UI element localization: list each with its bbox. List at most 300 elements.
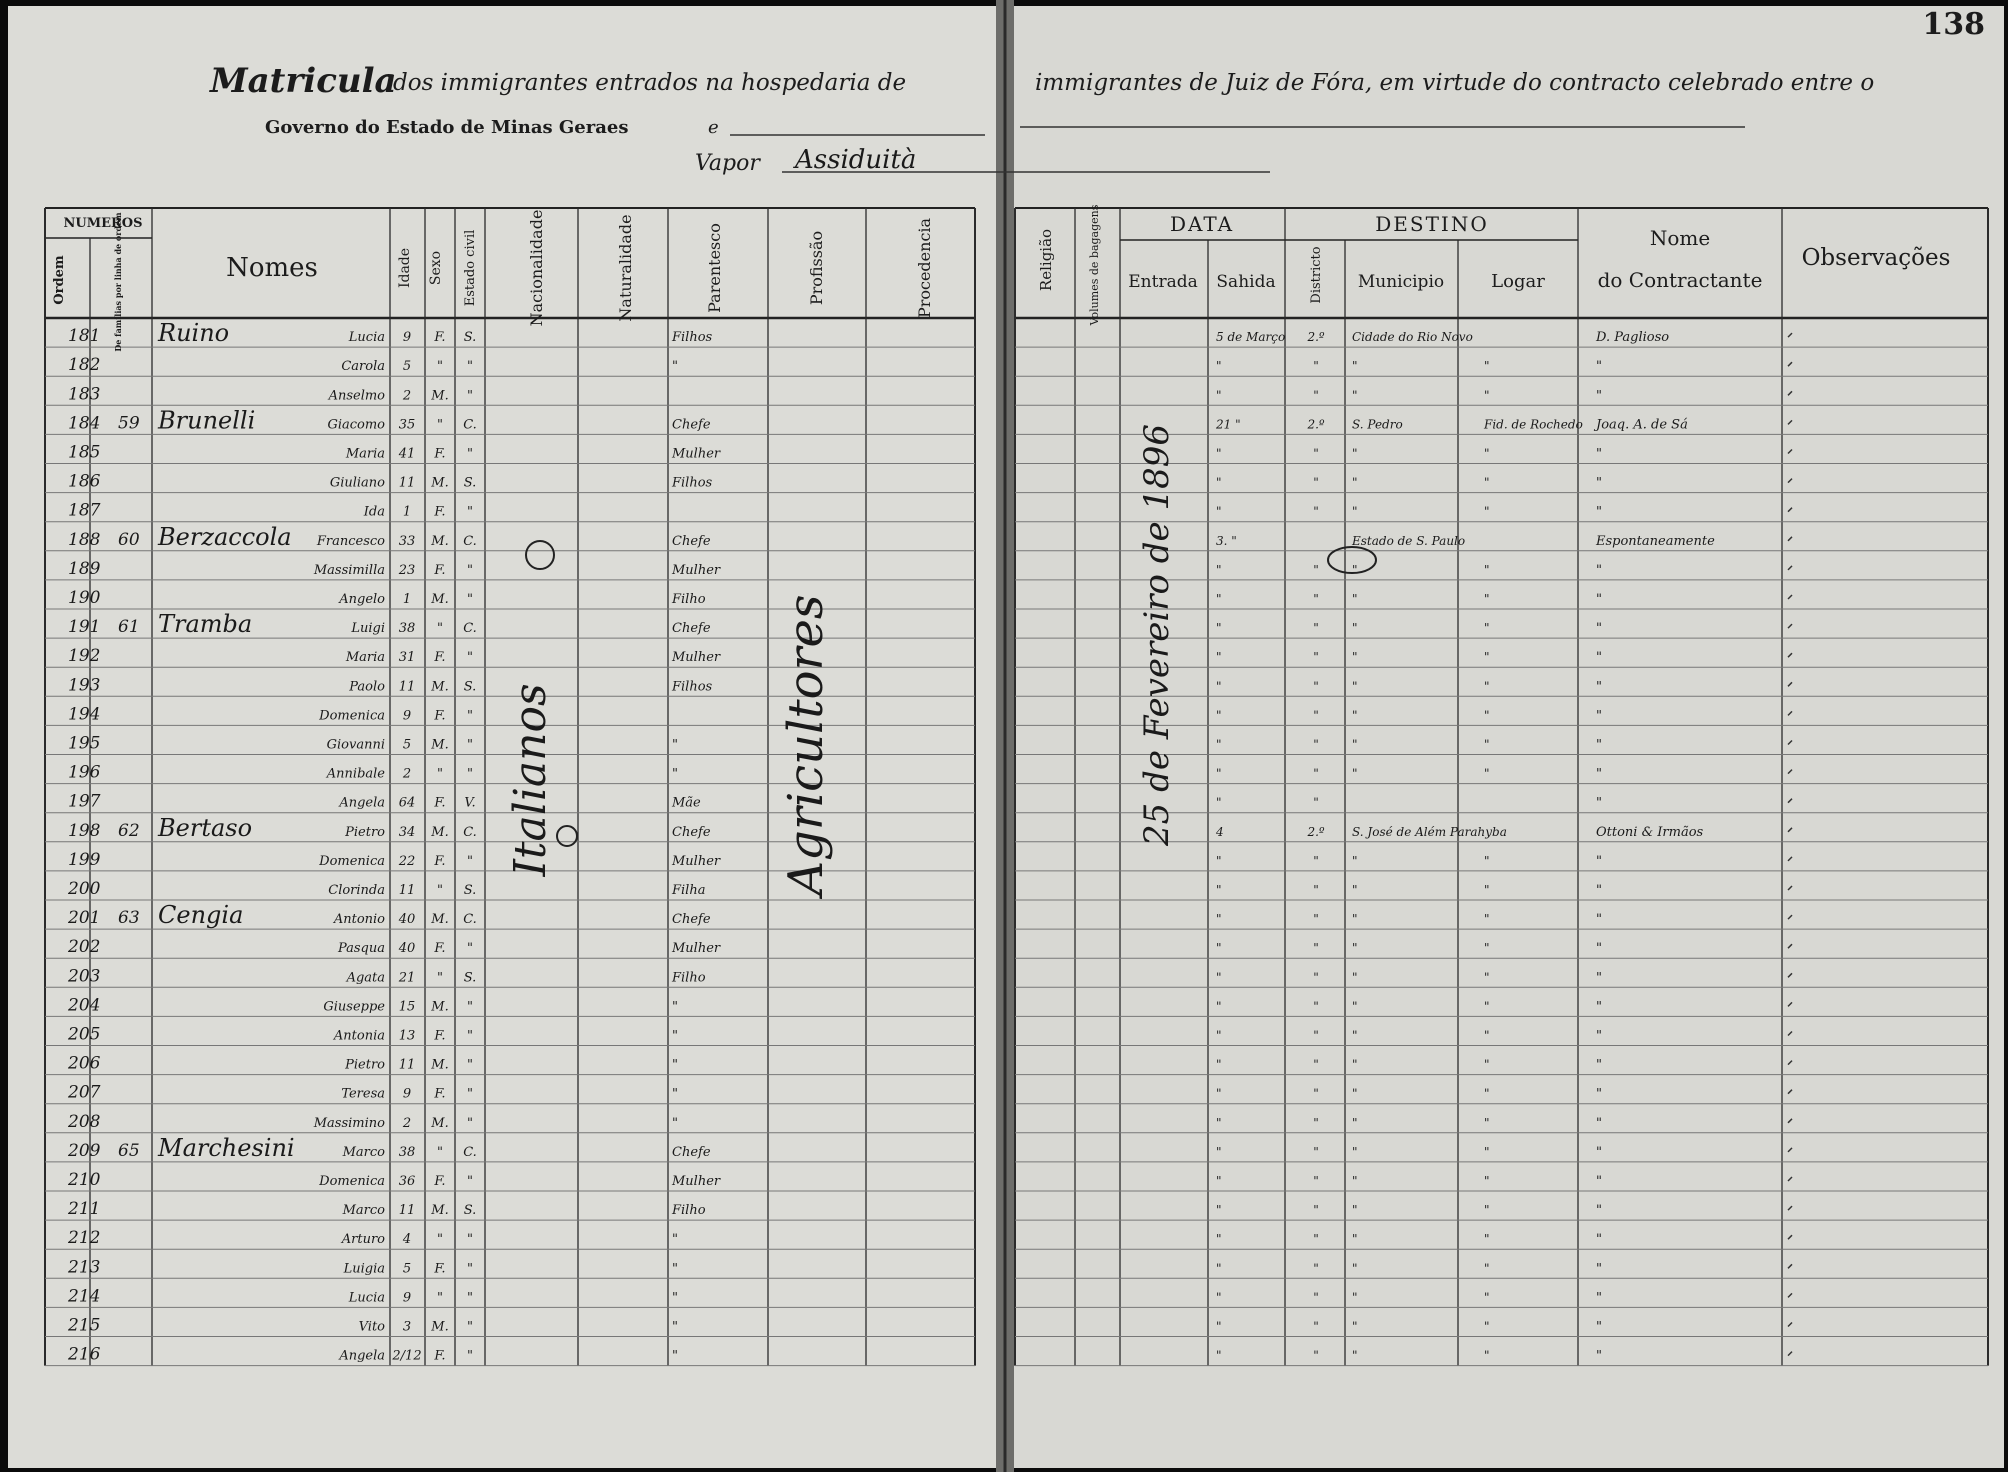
row-ordem: 184	[68, 413, 101, 434]
row-estado-civil: "	[467, 941, 473, 957]
note-entrada: 25 de Fevereiro de 1896	[1137, 424, 1177, 846]
row-logar: "	[1484, 446, 1490, 461]
row-surname: Ruino	[158, 319, 230, 348]
row-idade: 11	[398, 883, 416, 898]
row-logar: "	[1484, 388, 1490, 403]
row-municipio: "	[1352, 621, 1358, 636]
row-estado-civil: "	[467, 388, 473, 404]
header-districto: Districto	[1309, 246, 1324, 304]
row-municipio: "	[1352, 912, 1358, 927]
row-sexo: M.	[431, 737, 449, 753]
row-contractante: "	[1596, 737, 1602, 753]
row-municipio: "	[1352, 1319, 1358, 1334]
row-estado-civil: C.	[463, 824, 477, 840]
row-districto: "	[1313, 1028, 1319, 1043]
row-idade: 5	[402, 359, 412, 375]
title-left: dos immigrantes entrados na hospedaria de	[393, 70, 907, 96]
row-parentesco: Chefe	[672, 1144, 711, 1160]
row-idade: 5	[402, 737, 412, 753]
row-idade: 9	[402, 330, 412, 346]
row-sexo: M.	[431, 1203, 449, 1219]
row-municipio: "	[1352, 359, 1358, 374]
row-logar: "	[1484, 853, 1490, 868]
row-logar: "	[1484, 592, 1490, 606]
row-parentesco: Filha	[672, 883, 706, 898]
row-parentesco: Mulher	[672, 446, 721, 462]
row-logar: "	[1484, 1232, 1490, 1247]
row-municipio: "	[1352, 1203, 1358, 1218]
row-ordem: 193	[68, 675, 101, 696]
row-ordem: 200	[68, 879, 101, 899]
row-given-name: Massimino	[313, 1115, 385, 1131]
row-contractante: "	[1596, 883, 1602, 898]
row-idade: 1	[402, 504, 412, 520]
row-given-name: Antonio	[333, 912, 385, 928]
note-nacionalidade: Italianos	[505, 683, 556, 877]
row-sahida: "	[1216, 475, 1222, 490]
row-districto: "	[1313, 883, 1319, 897]
header-nacionalidade: Nacionalidade	[527, 209, 546, 327]
row-ordem: 216	[68, 1344, 101, 1365]
row-idade: 11	[398, 1203, 416, 1219]
row-logar: "	[1484, 679, 1490, 694]
header-profissao: Profissão	[807, 230, 826, 306]
row-ordem: 210	[68, 1170, 101, 1190]
row-estado-civil: "	[467, 1115, 473, 1131]
row-sahida: "	[1216, 1203, 1222, 1218]
row-parentesco: Filhos	[672, 475, 713, 491]
row-logar: "	[1484, 650, 1490, 665]
row-estado-civil: "	[467, 359, 473, 375]
row-municipio: "	[1352, 679, 1358, 694]
row-districto: "	[1313, 679, 1319, 694]
row-ordem: 196	[68, 762, 101, 783]
row-municipio: "	[1352, 853, 1358, 868]
row-estado-civil: S.	[463, 475, 477, 491]
row-estado-civil: V.	[464, 795, 476, 811]
row-sahida: "	[1216, 1261, 1222, 1276]
row-municipio: "	[1352, 1028, 1358, 1043]
row-ordem: 209	[68, 1140, 101, 1161]
row-idade: 9	[402, 1086, 412, 1102]
row-parentesco: Filho	[672, 970, 706, 986]
row-parentesco: "	[672, 1261, 678, 1277]
row-estado-civil: "	[467, 853, 473, 869]
row-logar: "	[1484, 999, 1490, 1014]
row-municipio: "	[1352, 446, 1358, 461]
row-logar: "	[1484, 475, 1490, 490]
row-surname: Tramba	[158, 610, 253, 639]
row-parentesco: Chefe	[672, 621, 711, 637]
row-parentesco: "	[672, 1028, 678, 1044]
row-given-name: Maria	[345, 446, 385, 462]
row-municipio: "	[1352, 562, 1358, 577]
row-idade: 5	[402, 1261, 412, 1277]
row-sahida: 5 de Março	[1216, 330, 1286, 345]
row-sexo: F.	[434, 330, 446, 346]
row-contractante: "	[1596, 1057, 1602, 1073]
row-logar: "	[1484, 970, 1490, 985]
row-idade: 1	[402, 592, 412, 607]
row-sahida: "	[1216, 1057, 1222, 1072]
header-idade: Idade	[397, 247, 413, 289]
row-given-name: Giuliano	[329, 475, 385, 491]
row-districto: "	[1313, 766, 1319, 781]
header-parentesco: Parentesco	[705, 223, 724, 313]
row-given-name: Angela	[339, 795, 385, 811]
row-municipio: "	[1352, 650, 1358, 665]
row-idade: 34	[398, 824, 416, 840]
row-districto: "	[1313, 1232, 1319, 1247]
row-sexo: F.	[434, 853, 446, 869]
row-contractante: "	[1596, 999, 1602, 1015]
row-districto: "	[1313, 1203, 1319, 1218]
row-sahida: "	[1216, 1144, 1222, 1159]
row-logar: "	[1484, 621, 1490, 636]
row-sahida: "	[1216, 766, 1222, 781]
row-ordem: 212	[68, 1228, 101, 1249]
row-sexo: F.	[434, 446, 446, 462]
row-sahida: "	[1216, 621, 1222, 636]
row-estado-civil: S.	[463, 970, 477, 986]
row-contractante: "	[1596, 941, 1602, 957]
row-familia: 65	[118, 1140, 140, 1161]
row-sahida: "	[1216, 1319, 1222, 1334]
row-idade: 11	[398, 1057, 416, 1073]
row-estado-civil: C.	[463, 621, 477, 637]
row-districto: "	[1313, 504, 1319, 519]
row-idade: 11	[398, 475, 416, 491]
row-logar: "	[1484, 941, 1490, 956]
row-given-name: Angela	[339, 1348, 385, 1364]
row-given-name: Lucia	[348, 1290, 385, 1306]
row-estado-civil: "	[467, 1261, 473, 1277]
row-sexo: M.	[431, 1057, 449, 1073]
row-ordem: 195	[68, 733, 101, 754]
header-estado-civil: Estado civil	[463, 229, 478, 307]
row-estado-civil: "	[467, 592, 473, 607]
row-ordem: 214	[68, 1286, 101, 1307]
row-ordem: 192	[68, 646, 101, 667]
row-districto: "	[1313, 1057, 1319, 1072]
row-parentesco: "	[672, 1348, 678, 1364]
row-contractante: "	[1596, 766, 1602, 782]
row-idade: 2	[402, 388, 412, 404]
row-parentesco: "	[672, 766, 678, 782]
row-sexo: F.	[434, 1348, 446, 1364]
row-districto: "	[1313, 388, 1319, 403]
header-numeros: NUMEROS	[63, 216, 143, 231]
row-districto: "	[1313, 853, 1319, 868]
row-idade: 41	[398, 446, 416, 462]
row-sexo: M.	[431, 912, 449, 928]
header-municipio: Municipio	[1357, 272, 1445, 292]
row-sahida: 3. "	[1216, 533, 1237, 548]
row-sexo: "	[437, 1144, 443, 1160]
row-estado-civil: "	[467, 1028, 473, 1044]
row-idade: 31	[398, 650, 416, 666]
row-estado-civil: "	[467, 1086, 473, 1102]
title-word: Matricula	[210, 61, 397, 101]
row-given-name: Marco	[342, 1203, 385, 1219]
row-contractante: Espontaneamente	[1596, 533, 1715, 549]
row-ordem: 204	[68, 995, 101, 1016]
row-ordem: 199	[68, 849, 101, 870]
header-volumes: Volumes de bagagens	[1088, 204, 1101, 326]
row-municipio: Estado de S. Paulo	[1352, 533, 1466, 548]
row-surname: Marchesini	[158, 1133, 295, 1162]
row-idade: 64	[398, 795, 416, 811]
row-estado-civil: "	[467, 1290, 473, 1306]
row-ordem: 187	[68, 500, 101, 521]
row-familia: 60	[118, 529, 140, 550]
row-parentesco: Filhos	[672, 330, 713, 346]
row-districto: "	[1313, 941, 1319, 956]
row-parentesco: "	[672, 999, 678, 1015]
row-municipio: "	[1352, 708, 1358, 723]
row-districto: "	[1313, 1261, 1319, 1276]
row-contractante: "	[1596, 1348, 1602, 1364]
row-contractante: "	[1596, 592, 1602, 607]
row-contractante: "	[1596, 1115, 1602, 1131]
row-contractante: "	[1596, 1290, 1602, 1306]
row-given-name: Luigia	[343, 1261, 385, 1277]
row-idade: 11	[398, 679, 416, 695]
row-municipio: "	[1352, 1086, 1358, 1101]
row-estado-civil: S.	[463, 330, 477, 346]
row-sahida: "	[1216, 562, 1222, 577]
header-sexo: Sexo	[428, 250, 444, 286]
row-ordem: 188	[68, 529, 101, 550]
row-familia: 61	[118, 617, 140, 638]
row-estado-civil: C.	[463, 912, 477, 928]
header-familias: De familias por linha de ordem	[113, 212, 123, 352]
row-parentesco: Chefe	[672, 417, 711, 433]
row-idade: 13	[398, 1028, 416, 1044]
row-sahida: "	[1216, 446, 1222, 461]
row-municipio: "	[1352, 1290, 1358, 1305]
row-idade: 40	[398, 941, 416, 957]
row-ordem: 211	[68, 1199, 101, 1220]
row-municipio: "	[1352, 592, 1358, 606]
row-districto: "	[1313, 446, 1319, 461]
row-sahida: "	[1216, 912, 1222, 927]
row-idade: 38	[398, 1144, 416, 1160]
row-sahida: "	[1216, 737, 1222, 752]
row-contractante: "	[1596, 912, 1602, 928]
row-ordem: 202	[68, 937, 101, 958]
row-given-name: Pietro	[345, 824, 385, 840]
row-parentesco: Mulher	[672, 562, 721, 578]
row-ordem: 189	[68, 558, 101, 579]
row-parentesco: Mulher	[672, 650, 721, 666]
row-parentesco: Chefe	[672, 824, 711, 840]
row-sahida: 4	[1216, 824, 1224, 839]
row-estado-civil: "	[467, 766, 473, 782]
row-sexo: M.	[431, 388, 449, 404]
row-parentesco: "	[672, 1086, 678, 1102]
header-do-contractante: do Contractante	[1597, 268, 1763, 292]
row-municipio: Cidade do Rio Novo	[1352, 330, 1473, 345]
row-logar: "	[1484, 708, 1490, 723]
row-given-name: Massimilla	[313, 562, 385, 578]
row-parentesco: "	[672, 1232, 678, 1248]
note-profissao: Agricultores	[778, 594, 834, 896]
row-given-name: Giuseppe	[323, 999, 385, 1015]
row-sexo: "	[437, 883, 443, 898]
row-contractante: "	[1596, 1203, 1602, 1219]
row-given-name: Francesco	[316, 533, 385, 549]
row-estado-civil: "	[467, 504, 473, 520]
row-parentesco: Filho	[672, 592, 706, 607]
row-logar: "	[1484, 1144, 1490, 1159]
row-given-name: Domenica	[319, 1174, 385, 1189]
row-municipio: "	[1352, 388, 1358, 403]
row-logar: "	[1484, 883, 1490, 897]
row-sexo: F.	[434, 941, 446, 957]
row-sexo: F.	[434, 1086, 446, 1102]
row-sahida: "	[1216, 1232, 1222, 1247]
row-logar: "	[1484, 1086, 1490, 1101]
row-municipio: "	[1352, 1174, 1358, 1188]
row-sexo: M.	[431, 533, 449, 549]
row-given-name: Lucia	[348, 330, 385, 346]
row-sexo: M.	[431, 679, 449, 695]
row-sexo: M.	[431, 1115, 449, 1131]
row-idade: 3	[402, 1319, 412, 1335]
row-logar: "	[1484, 1319, 1490, 1334]
row-ordem: 194	[68, 704, 101, 725]
header-nome: Nome	[1649, 226, 1711, 250]
row-municipio: S. José de Além Parahyba	[1352, 824, 1507, 839]
row-sexo: "	[437, 970, 443, 986]
row-municipio: "	[1352, 883, 1358, 897]
row-estado-civil: "	[467, 737, 473, 753]
row-contractante: "	[1596, 1086, 1602, 1102]
row-familia: 59	[118, 413, 140, 434]
row-given-name: Domenica	[319, 708, 385, 724]
row-sexo: "	[437, 1232, 443, 1248]
row-contractante: Ottoni & Irmãos	[1596, 824, 1704, 840]
row-districto: 2.º	[1307, 330, 1325, 345]
row-sexo: F.	[434, 1261, 446, 1277]
row-sahida: "	[1216, 1028, 1222, 1043]
row-sexo: "	[437, 359, 443, 375]
row-sexo: "	[437, 417, 443, 433]
row-estado-civil: "	[467, 1174, 473, 1189]
row-estado-civil: "	[467, 1057, 473, 1073]
row-sahida: "	[1216, 999, 1222, 1014]
row-parentesco: "	[672, 359, 678, 375]
row-ordem: 203	[68, 966, 101, 987]
row-idade: 2	[402, 766, 412, 782]
government-line: Governo do Estado de Minas Geraes	[265, 117, 629, 138]
row-sexo: F.	[434, 795, 446, 811]
row-parentesco: Chefe	[672, 912, 711, 928]
row-municipio: "	[1352, 737, 1358, 752]
row-contractante: "	[1596, 970, 1602, 986]
row-contractante: "	[1596, 359, 1602, 375]
row-sahida: "	[1216, 883, 1222, 897]
row-sahida: "	[1216, 504, 1222, 519]
row-logar: "	[1484, 504, 1490, 519]
row-given-name: Antonia	[333, 1028, 385, 1044]
row-districto: "	[1313, 737, 1319, 752]
row-surname: Bertaso	[158, 813, 253, 842]
row-districto: "	[1313, 795, 1319, 810]
row-estado-civil: C.	[463, 417, 477, 433]
row-districto: "	[1313, 1290, 1319, 1305]
row-sexo: M.	[431, 475, 449, 491]
row-municipio: "	[1352, 766, 1358, 781]
row-districto: "	[1313, 562, 1319, 577]
row-sexo: M.	[431, 824, 449, 840]
row-ordem: 213	[68, 1257, 101, 1278]
row-idade: 15	[398, 999, 416, 1015]
row-estado-civil: "	[467, 1319, 473, 1335]
row-logar: "	[1484, 1348, 1490, 1363]
row-municipio: "	[1352, 504, 1358, 519]
row-estado-civil: S.	[463, 679, 477, 695]
row-sahida: "	[1216, 650, 1222, 665]
row-parentesco: Mulher	[672, 1174, 721, 1189]
row-familia: 63	[118, 908, 140, 929]
row-districto: "	[1313, 475, 1319, 490]
row-given-name: Teresa	[341, 1086, 385, 1102]
row-municipio: "	[1352, 1115, 1358, 1130]
row-sexo: "	[437, 766, 443, 782]
row-given-name: Vito	[358, 1319, 385, 1335]
row-estado-civil: "	[467, 1232, 473, 1248]
government-conjunction: e	[708, 117, 719, 138]
header-procedencia: Procedencia	[915, 217, 934, 319]
row-logar: "	[1484, 562, 1490, 577]
row-logar: "	[1484, 912, 1490, 927]
row-municipio: "	[1352, 1261, 1358, 1276]
row-idade: 4	[402, 1232, 412, 1248]
row-contractante: "	[1596, 1028, 1602, 1044]
row-sahida: "	[1216, 388, 1222, 403]
page-number: 138	[1922, 7, 1985, 42]
row-given-name: Maria	[345, 650, 385, 666]
row-districto: "	[1313, 1144, 1319, 1159]
row-given-name: Paolo	[349, 679, 385, 695]
row-estado-civil: C.	[463, 1144, 477, 1160]
row-given-name: Anselmo	[328, 388, 385, 404]
row-ordem: 208	[68, 1111, 101, 1132]
row-sahida: "	[1216, 592, 1222, 606]
row-estado-civil: "	[467, 1348, 473, 1364]
row-given-name: Giacomo	[327, 417, 385, 433]
row-familia: 62	[118, 820, 140, 841]
row-municipio: "	[1352, 475, 1358, 490]
header-entrada: Entrada	[1128, 272, 1198, 292]
row-parentesco: Chefe	[672, 533, 711, 549]
header-nomes: Nomes	[226, 253, 318, 283]
header-religiao: Religião	[1037, 228, 1055, 292]
row-given-name: Annibale	[326, 766, 385, 782]
row-contractante: Joaq. A. de Sá	[1596, 417, 1688, 433]
row-contractante: "	[1596, 1232, 1602, 1248]
row-districto: "	[1313, 708, 1319, 723]
row-sexo: F.	[434, 504, 446, 520]
row-sexo: "	[437, 621, 443, 637]
row-idade: 40	[398, 912, 416, 928]
row-ordem: 198	[68, 820, 101, 841]
row-parentesco: "	[672, 1319, 678, 1335]
row-idade: 35	[398, 417, 416, 433]
row-parentesco: "	[672, 1057, 678, 1073]
